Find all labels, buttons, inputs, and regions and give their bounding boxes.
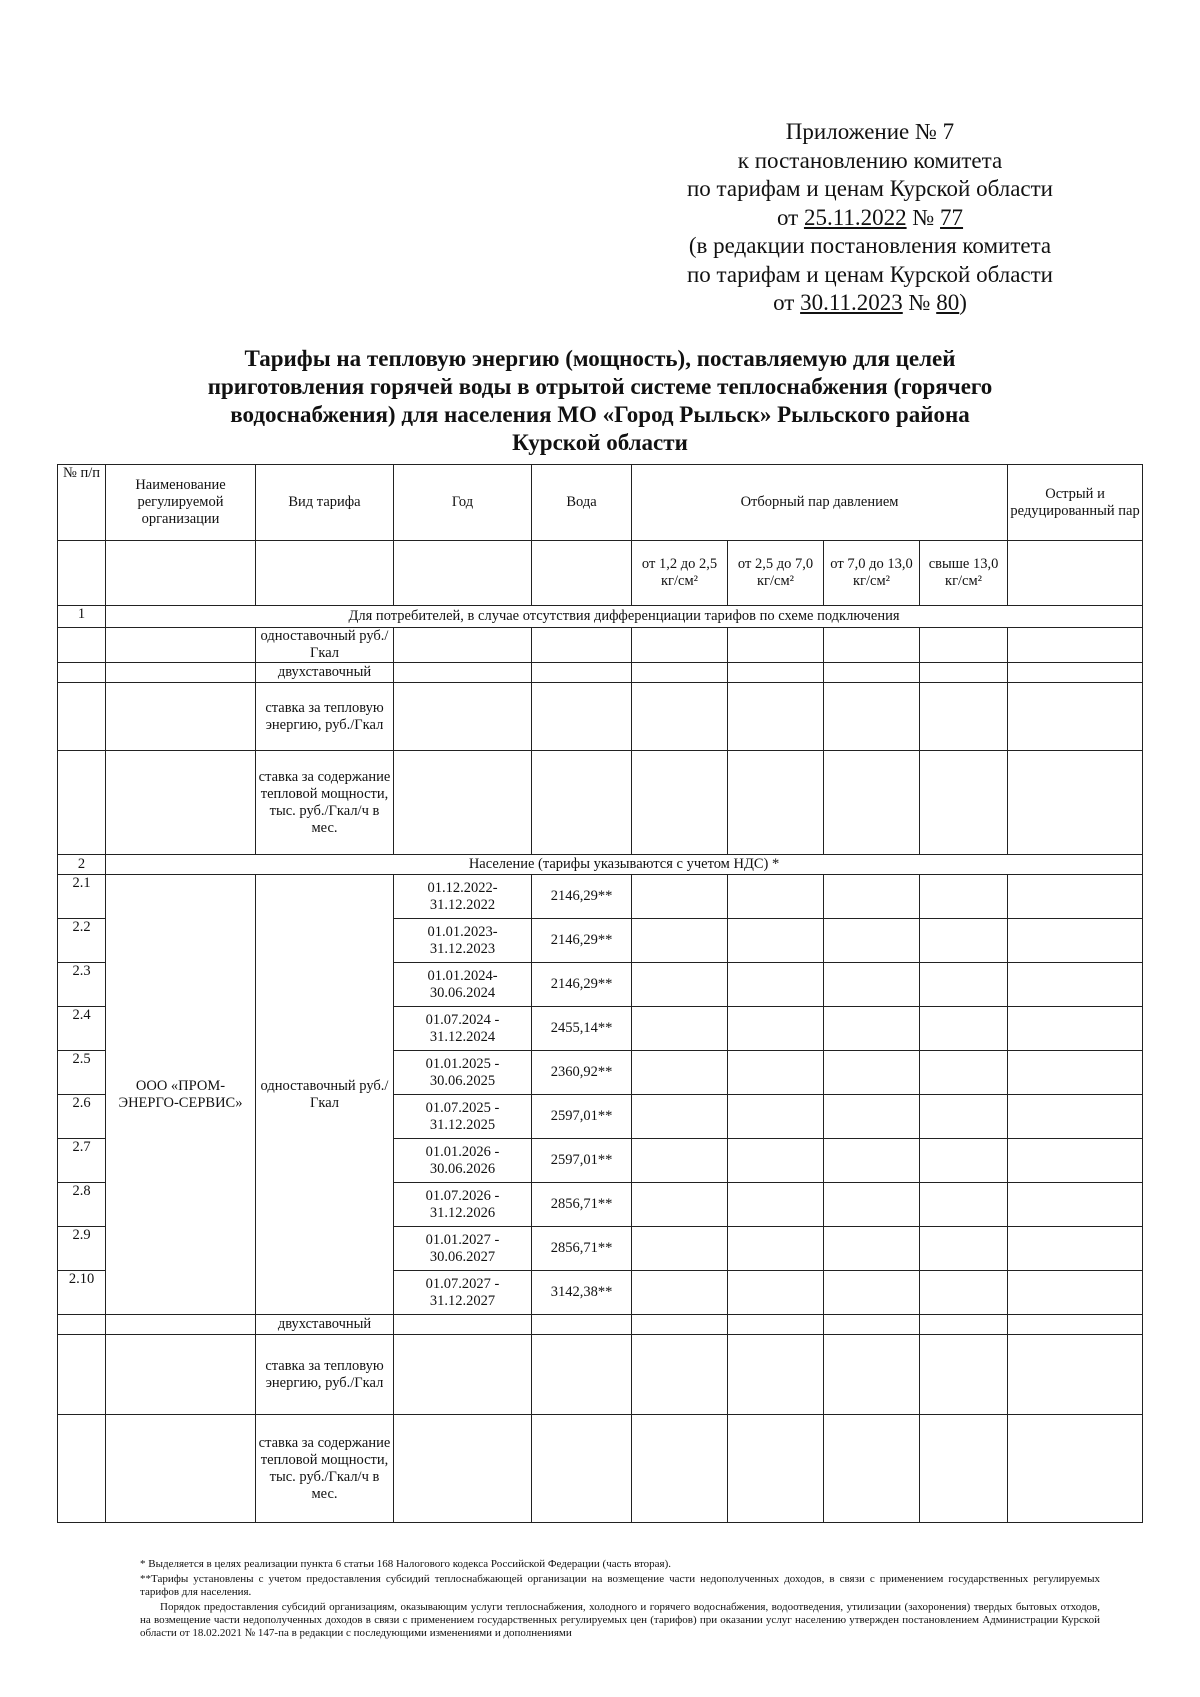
section-2-energy xyxy=(58,1335,1143,1415)
section-2-double xyxy=(58,1315,1143,1335)
section-2-num: 2 xyxy=(58,855,106,875)
row-num: 2.1 xyxy=(58,875,106,919)
section-1-label: Для потребителей, в случае отсутствия дифференциации тарифов по схеме подключения xyxy=(106,606,1143,628)
header-num: № п/п xyxy=(58,465,106,541)
section-1-capacity xyxy=(58,751,1143,855)
row-num: 2.10 xyxy=(58,1271,106,1315)
section-2-row xyxy=(58,855,1143,875)
row-num: 2.6 xyxy=(58,1095,106,1139)
section-1-energy-label: ставка за тепловую энергию, руб./Гкал xyxy=(256,683,394,751)
row-period: 01.07.2027 - 31.12.2027 xyxy=(394,1271,532,1315)
pressure-3: от 7,0 до 13,0 кг/см² xyxy=(824,541,920,606)
appendix-line-2: к постановлению комитета xyxy=(737,147,1003,173)
row-num: 2.9 xyxy=(58,1227,106,1271)
appendix-header xyxy=(650,118,1090,318)
header-row xyxy=(58,465,1143,541)
revision-close-paren: ) xyxy=(959,290,967,315)
footnote-vat: * Выделяется в целях реализации пункта 6 статьи 168 Налогового кодекса Российской Федерации (часть вторая). xyxy=(140,1558,672,1570)
appendix-number-sign: № xyxy=(906,204,941,230)
appendix-date: 25.11.2022 xyxy=(803,204,907,230)
appendix-line-3: по тарифам и ценам Курской области xyxy=(687,176,1053,201)
section-2-energy-label: ставка за тепловую энергию, руб./Гкал xyxy=(256,1335,394,1415)
section-2-capacity-label: ставка за содержание тепловой мощности, тыс. руб./Гкал/ч в мес. xyxy=(256,1415,394,1523)
row-water-tariff: 2146,29** xyxy=(532,875,632,919)
section-1-single-label: одноставочный руб./Гкал xyxy=(256,628,394,663)
section-2-capacity xyxy=(58,1415,1143,1523)
appendix-number: 77 xyxy=(940,204,964,230)
row-num: 2.2 xyxy=(58,919,106,963)
appendix-line-6: по тарифам и ценам Курской области xyxy=(687,261,1053,287)
row-water-tariff: 2360,92** xyxy=(532,1051,632,1095)
revision-number: 80 xyxy=(936,290,960,315)
row-num: 2.5 xyxy=(58,1051,106,1095)
header-water: Вода xyxy=(532,465,632,541)
section-1-double xyxy=(58,663,1143,683)
title-line-2: приготовления горячей воды в отрытой системе теплоснабжения (горячего xyxy=(207,374,993,399)
revision-date-prefix: от xyxy=(773,290,801,315)
pressure-1: от 1,2 до 2,5 кг/см² xyxy=(632,541,728,606)
appendix-line-4 xyxy=(650,204,1090,233)
pressure-row xyxy=(58,541,1143,606)
section-1-num: 1 xyxy=(58,606,106,628)
pressure-2: от 2,5 до 7,0 кг/см² xyxy=(728,541,824,606)
revision-number-sign: № xyxy=(902,290,937,315)
row-num: 2.8 xyxy=(58,1183,106,1227)
tariff-table xyxy=(57,464,1143,1523)
section-1-capacity-label: ставка за содержание тепловой мощности, тыс. руб./Гкал/ч в мес. xyxy=(256,751,394,855)
section-1-energy xyxy=(58,683,1143,751)
title-line-3: водоснабжения) для населения МО «Город Рыльск» Рыльского района xyxy=(230,402,970,427)
row-water-tariff: 2146,29** xyxy=(532,963,632,1007)
revision-date: 30.11.2023 xyxy=(800,290,903,315)
row-period: 01.07.2026 - 31.12.2026 xyxy=(394,1183,532,1227)
row-water-tariff: 2146,29** xyxy=(532,919,632,963)
section-2-single-label: одноставочный руб./Гкал xyxy=(256,875,394,1315)
header-org: Наименование регулируемой организации xyxy=(106,465,256,541)
row-period: 01.01.2026 - 30.06.2026 xyxy=(394,1139,532,1183)
row-period: 01.01.2025 - 30.06.2025 xyxy=(394,1051,532,1095)
row-water-tariff: 2455,14** xyxy=(532,1007,632,1051)
document-title xyxy=(160,345,1040,457)
header-year: Год xyxy=(394,465,532,541)
appendix-line-1: Приложение № 7 xyxy=(785,119,955,144)
row-num: 2.4 xyxy=(58,1007,106,1051)
pressure-4: свыше 13,0 кг/см² xyxy=(920,541,1008,606)
header-tariff-type: Вид тарифа xyxy=(256,465,394,541)
organization-name: ООО «ПРОМ-ЭНЕРГО-СЕРВИС» xyxy=(106,875,256,1315)
table-row xyxy=(58,875,1143,919)
row-period: 01.07.2024 - 31.12.2024 xyxy=(394,1007,532,1051)
row-num: 2.3 xyxy=(58,963,106,1007)
row-period: 01.01.2027 - 30.06.2027 xyxy=(394,1227,532,1271)
row-water-tariff: 2856,71** xyxy=(532,1183,632,1227)
row-period: 01.07.2025 - 31.12.2025 xyxy=(394,1095,532,1139)
footnote-procedure: Порядок предоставления субсидий организациям, оказывающим услуги теплоснабжения, холодного и горячего водоснабжения, водоотведения, утилизации (захоронения) твердых бытовых отходов, на возмещение части недополученных доходов в связи с применением государственных регулируемых цен (тарифов) при оказании услуг населению утвержден постановлением Администрации Курской области от 18.02.2021 № 147-па в редакции с последующими изменениями и дополнениями xyxy=(140,1601,1100,1639)
title-line-1: Тарифы на тепловую энергию (мощность), поставляемую для целей xyxy=(244,346,956,371)
header-sharp-steam: Острый и редуцированный пар xyxy=(1008,465,1143,541)
section-1-row xyxy=(58,606,1143,628)
row-num: 2.7 xyxy=(58,1139,106,1183)
row-water-tariff: 2597,01** xyxy=(532,1139,632,1183)
appendix-line-5: (в редакции постановления комитета xyxy=(688,233,1052,258)
section-1-single xyxy=(58,628,1143,663)
title-line-4: Курской области xyxy=(512,430,688,455)
appendix-line-7 xyxy=(650,289,1090,318)
row-water-tariff: 3142,38** xyxy=(532,1271,632,1315)
row-water-tariff: 2856,71** xyxy=(532,1227,632,1271)
section-2-label: Население (тарифы указываются с учетом НДС) * xyxy=(106,855,1143,875)
header-steam: Отборный пар давлением xyxy=(632,465,1008,541)
row-water-tariff: 2597,01** xyxy=(532,1095,632,1139)
appendix-date-prefix: от xyxy=(776,204,804,230)
section-2-double-label: двухставочный xyxy=(256,1315,394,1335)
row-period: 01.01.2023-31.12.2023 xyxy=(394,919,532,963)
row-period: 01.01.2024-30.06.2024 xyxy=(394,963,532,1007)
footnote-subsidy: **Тарифы установлены с учетом предоставления субсидий теплоснабжающей организации на возмещение части недополученных доходов, в связи с применением государственных регулируемых тарифов для населения. xyxy=(140,1573,1100,1598)
section-1-double-label: двухставочный xyxy=(256,663,394,683)
row-period: 01.12.2022-31.12.2022 xyxy=(394,875,532,919)
